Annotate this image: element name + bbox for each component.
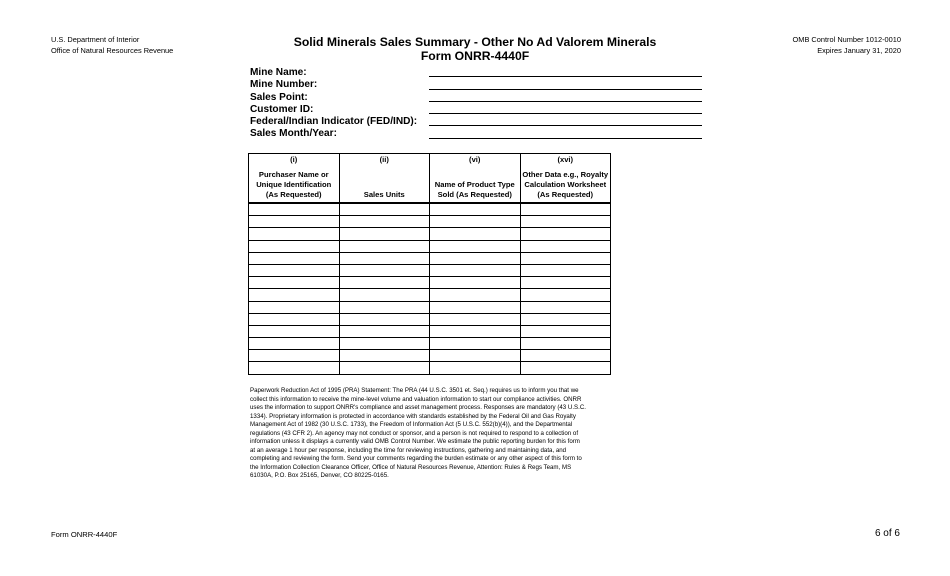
cell-purchaser[interactable] <box>249 228 340 240</box>
mine-number-input[interactable] <box>429 89 702 90</box>
table-row <box>249 325 611 337</box>
page-number: 6 of 6 <box>874 528 900 539</box>
cell-sales-units[interactable] <box>339 289 430 301</box>
table-row <box>249 203 611 216</box>
customer-id-field <box>250 104 702 116</box>
cell-other-data[interactable] <box>520 301 611 313</box>
cell-sales-units[interactable] <box>339 203 430 216</box>
pra-line: regulations (43 CFR 2). An agency may not conduct or sponsor, and a person is not required to respond to a collection of <box>250 429 579 437</box>
fed-ind-indicator-label: Federal/Indian Indicator (FED/IND): <box>250 116 418 128</box>
column-header-sales-units <box>339 154 430 204</box>
column-number: (vi) <box>469 155 481 164</box>
cell-product-type[interactable] <box>430 301 521 313</box>
office-name: Office of Natural Resources Revenue <box>51 46 174 55</box>
cell-sales-units[interactable] <box>339 338 430 350</box>
cell-sales-units[interactable] <box>339 350 430 362</box>
cell-purchaser[interactable] <box>249 216 340 228</box>
cell-other-data[interactable] <box>520 362 611 374</box>
column-description <box>430 180 520 200</box>
cell-purchaser[interactable] <box>249 264 340 276</box>
column-header-purchaser <box>249 154 340 204</box>
table-header-row <box>249 154 611 204</box>
table-row <box>249 277 611 289</box>
column-number: (i) <box>290 155 298 164</box>
agency-name: U.S. Department of Interior <box>51 35 140 44</box>
pra-line: collect this information to receive the mine-level volume and valuation information to start our compliance activities. ONRR <box>250 395 582 403</box>
cell-product-type[interactable] <box>430 252 521 264</box>
cell-product-type[interactable] <box>430 289 521 301</box>
omb-block <box>793 34 901 56</box>
mine-number-field <box>250 79 702 91</box>
cell-sales-units[interactable] <box>339 325 430 337</box>
form-title-block <box>250 35 700 63</box>
cell-other-data[interactable] <box>520 338 611 350</box>
cell-product-type[interactable] <box>430 277 521 289</box>
cell-purchaser[interactable] <box>249 240 340 252</box>
cell-sales-units[interactable] <box>339 264 430 276</box>
agency-block <box>51 34 173 56</box>
cell-other-data[interactable] <box>520 216 611 228</box>
sales-month-year-field <box>250 128 702 140</box>
table-row <box>249 289 611 301</box>
cell-other-data[interactable] <box>520 350 611 362</box>
fed-ind-indicator-field <box>250 116 702 128</box>
omb-expiration: Expires January 31, 2020 <box>817 46 901 55</box>
column-description <box>521 170 611 200</box>
customer-id-label: Customer ID: <box>250 103 314 115</box>
mine-name-input[interactable] <box>429 76 702 77</box>
pra-line: at an average 1 hour per response, including the time for reviewing instructions, gathering and maintaining data, and <box>250 446 567 454</box>
cell-purchaser[interactable] <box>249 325 340 337</box>
pra-line: 61030A, P.O. Box 25165, Denver, CO 80225-0165. <box>250 472 389 479</box>
cell-product-type[interactable] <box>430 325 521 337</box>
cell-purchaser[interactable] <box>249 252 340 264</box>
cell-purchaser[interactable] <box>249 338 340 350</box>
cell-other-data[interactable] <box>520 240 611 252</box>
cell-product-type[interactable] <box>430 216 521 228</box>
table-row <box>249 240 611 252</box>
customer-id-input[interactable] <box>429 113 702 114</box>
table-body <box>249 203 611 374</box>
pra-line: completing and reviewing the form. Send your comments regarding the burden estimate or any other aspect of this form to <box>250 455 582 462</box>
table-row <box>249 252 611 264</box>
pra-line: Paperwork Reduction Act of 1995 (PRA) Statement: The PRA (44 U.S.C. 3501 et. Seq.) requires us to inform you that we <box>250 387 579 394</box>
pra-line: 1334). Proprietary information is protected in accordance with standards established by the Federal Oil and Gas Royalty <box>250 412 576 420</box>
column-description-line: Purchaser Name or <box>258 170 329 179</box>
table-row <box>249 228 611 240</box>
column-header-other-data <box>520 154 611 204</box>
sales-month-year-label: Sales Month/Year: <box>250 128 337 140</box>
cell-other-data[interactable] <box>520 203 611 216</box>
cell-sales-units[interactable] <box>339 252 430 264</box>
cell-product-type[interactable] <box>430 240 521 252</box>
cell-product-type[interactable] <box>430 338 521 350</box>
cell-other-data[interactable] <box>520 252 611 264</box>
pra-line: the Information Collection Clearance Officer, Office of Natural Resources Revenue, Attention: Rules & Regs Team, MS <box>250 463 572 471</box>
paperwork-reduction-act-statement <box>250 387 612 481</box>
cell-sales-units[interactable] <box>339 301 430 313</box>
cell-sales-units[interactable] <box>339 277 430 289</box>
cell-purchaser[interactable] <box>249 203 340 216</box>
form-number: Form ONRR-4440F <box>420 49 530 63</box>
fed-ind-indicator-input[interactable] <box>429 125 702 126</box>
cell-sales-units[interactable] <box>339 362 430 374</box>
cell-other-data[interactable] <box>520 277 611 289</box>
pra-line: information unless it displays a currently valid OMB Control Number. We estimate the public reporting burden for this form <box>250 438 580 445</box>
column-number: (ii) <box>379 155 389 164</box>
sales-point-field <box>250 92 702 104</box>
form-title: Solid Minerals Sales Summary - Other No Ad Valorem Minerals <box>293 35 657 49</box>
cell-sales-units[interactable] <box>339 240 430 252</box>
omb-control-number: OMB Control Number 1012-0010 <box>792 35 901 44</box>
table-row <box>249 264 611 276</box>
cell-purchaser[interactable] <box>249 301 340 313</box>
mine-name-label: Mine Name: <box>250 67 307 78</box>
cell-product-type[interactable] <box>430 350 521 362</box>
column-description-line: Other Data e.g., Royalty <box>522 170 609 179</box>
table-row <box>249 216 611 228</box>
cell-sales-units[interactable] <box>339 313 430 325</box>
pra-line: Management Act of 1982 (30 U.S.C. 1733), the Freedom of Information Act (5 U.S.C. 552(b)(4)), and the Departmental <box>250 421 573 428</box>
sales-table <box>248 153 611 375</box>
table-row <box>249 350 611 362</box>
cell-purchaser[interactable] <box>249 277 340 289</box>
table-row <box>249 362 611 374</box>
table-row <box>249 313 611 325</box>
mine-name-field <box>250 67 702 79</box>
cell-other-data[interactable] <box>520 313 611 325</box>
column-description <box>249 170 339 200</box>
table-row <box>249 301 611 313</box>
column-number: (xvi) <box>557 155 574 164</box>
cell-sales-units[interactable] <box>339 228 430 240</box>
cell-product-type[interactable] <box>430 203 521 216</box>
cell-product-type[interactable] <box>430 362 521 374</box>
cell-other-data[interactable] <box>520 264 611 276</box>
table-row <box>249 338 611 350</box>
column-description-line: (As Requested) <box>265 190 322 199</box>
column-description-line: Name of Product Type <box>434 180 515 189</box>
footer-form-label: Form ONRR-4440F <box>51 530 118 539</box>
cell-sales-units[interactable] <box>339 216 430 228</box>
sales-point-label: Sales Point: <box>250 91 308 103</box>
cell-purchaser[interactable] <box>249 313 340 325</box>
pra-line: uses the information to support ONRR's compliance and asset management process. Responses are mandatory (43 U.S.C. <box>250 404 586 411</box>
column-description-line: Sold (As Requested) <box>437 190 512 199</box>
cell-purchaser[interactable] <box>249 289 340 301</box>
column-description-line: Sales Units <box>363 190 405 199</box>
cell-other-data[interactable] <box>520 228 611 240</box>
cell-product-type[interactable] <box>430 264 521 276</box>
sales-point-input[interactable] <box>429 101 702 102</box>
cell-purchaser[interactable] <box>249 362 340 374</box>
header-fields <box>250 67 702 141</box>
column-description-line: Calculation Worksheet <box>524 180 607 189</box>
sales-month-year-input[interactable] <box>429 138 702 139</box>
cell-product-type[interactable] <box>430 228 521 240</box>
mine-number-label: Mine Number: <box>250 79 318 91</box>
column-header-product-type <box>430 154 521 204</box>
column-description <box>340 190 430 200</box>
column-description-line: (As Requested) <box>537 190 594 199</box>
cell-other-data[interactable] <box>520 289 611 301</box>
cell-purchaser[interactable] <box>249 350 340 362</box>
cell-product-type[interactable] <box>430 313 521 325</box>
cell-other-data[interactable] <box>520 325 611 337</box>
column-description-line: Unique Identification <box>256 180 332 189</box>
